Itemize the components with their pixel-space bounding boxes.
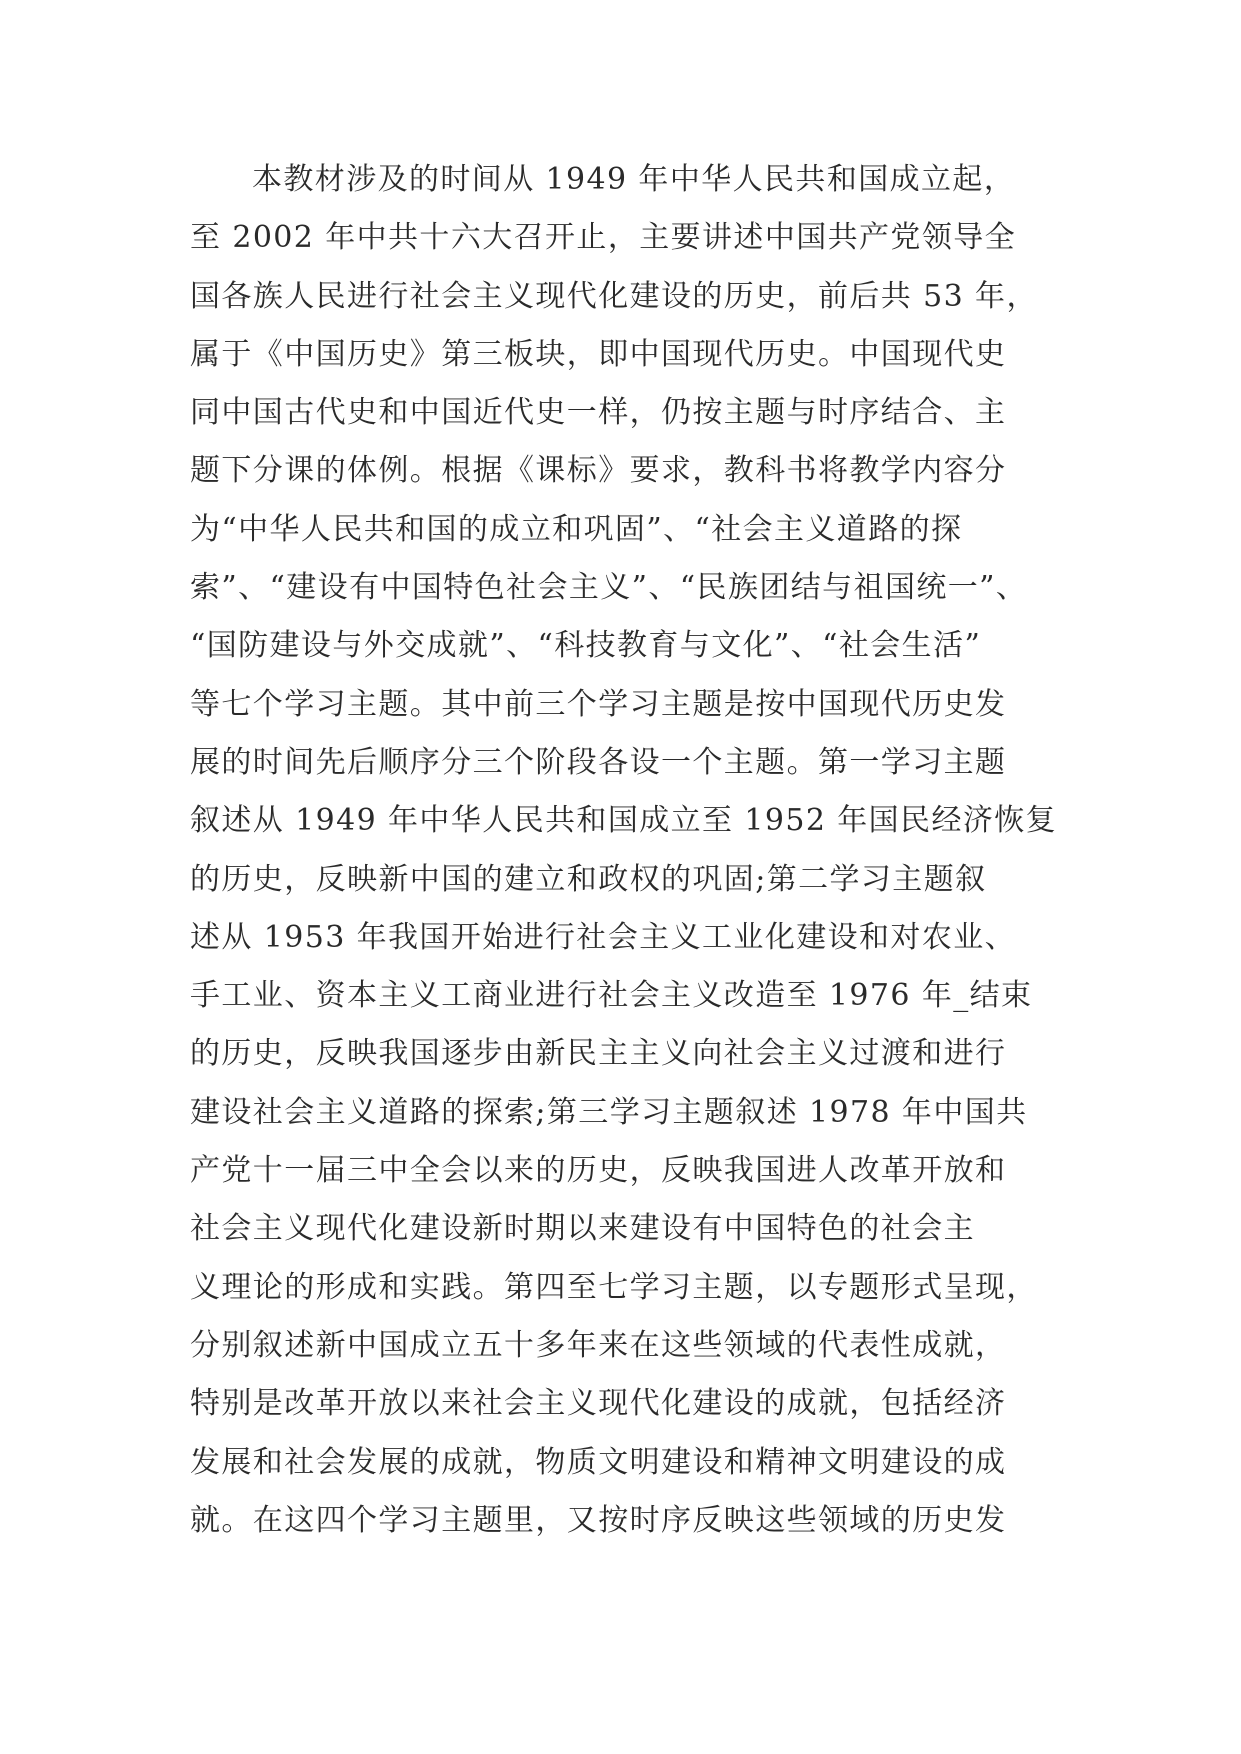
text-line: 义理论的形成和实践。第四至七学习主题，以专题形式呈现， xyxy=(190,1269,1038,1305)
text-line: 国各族人民进行社会主义现代化建设的历史，前后共 53 年， xyxy=(190,278,1038,314)
text-line: 同中国古代史和中国近代史一样，仍按主题与时序结合、主 xyxy=(190,395,1007,431)
text-line: 述从 1953 年我国开始进行社会主义工业化建设和对农业、 xyxy=(190,919,1017,955)
text-line: 叙述从 1949 年中华人民共和国成立至 1952 年国民经济恢复 xyxy=(190,803,1058,839)
text-line: 产党十一届三中全会以来的历史，反映我国进人改革开放和 xyxy=(190,1153,1007,1189)
text-line: 建设社会主义道路的探索;第三学习主题叙述 1978 年中国共 xyxy=(190,1094,1028,1130)
text-line: 属于《中国历史》第三板块，即中国现代历史。中国现代史 xyxy=(190,336,1007,372)
text-line: 索”、“建设有中国特色社会主义”、“民族团结与祖国统一”、 xyxy=(190,570,1028,606)
body-paragraph xyxy=(190,162,1060,1564)
text-line: 等七个学习主题。其中前三个学习主题是按中国现代历史发 xyxy=(190,686,1007,722)
text-line: 发展和社会发展的成就，物质文明建设和精神文明建设的成 xyxy=(190,1444,1007,1480)
text-line: 手工业、资本主义工商业进行社会主义改造至 1976 年_结束 xyxy=(190,978,1033,1014)
text-line: 题下分课的体例。根据《课标》要求，教科书将教学内容分 xyxy=(190,453,1007,489)
text-line: 本教材涉及的时间从 1949 年中华人民共和国成立起， xyxy=(252,162,1016,197)
text-line: 就。在这四个学习主题里，又按时序反映这些领域的历史发 xyxy=(190,1502,1007,1538)
text-line: 的历史，反映我国逐步由新民主主义向社会主义过渡和进行 xyxy=(190,1036,1007,1072)
text-line: 社会主义现代化建设新时期以来建设有中国特色的社会主 xyxy=(190,1211,975,1247)
text-line: 展的时间先后顺序分三个阶段各设一个主题。第一学习主题 xyxy=(190,744,1007,780)
text-line: 分别叙述新中国成立五十多年来在这些领域的代表性成就， xyxy=(190,1327,1007,1363)
text-line: 为“中华人民共和国的成立和巩固”、“社会主义道路的探 xyxy=(190,511,963,547)
text-line: “国防建设与外交成就”、“科技教育与文化”、“社会生活” xyxy=(190,628,982,664)
text-line: 至 2002 年中共十六大召开止，主要讲述中国共产党领导全 xyxy=(190,220,1017,256)
text-line: 特别是改革开放以来社会主义现代化建设的成就，包括经济 xyxy=(190,1386,1007,1422)
text-line: 的历史，反映新中国的建立和政权的巩固;第二学习主题叙 xyxy=(190,861,987,897)
